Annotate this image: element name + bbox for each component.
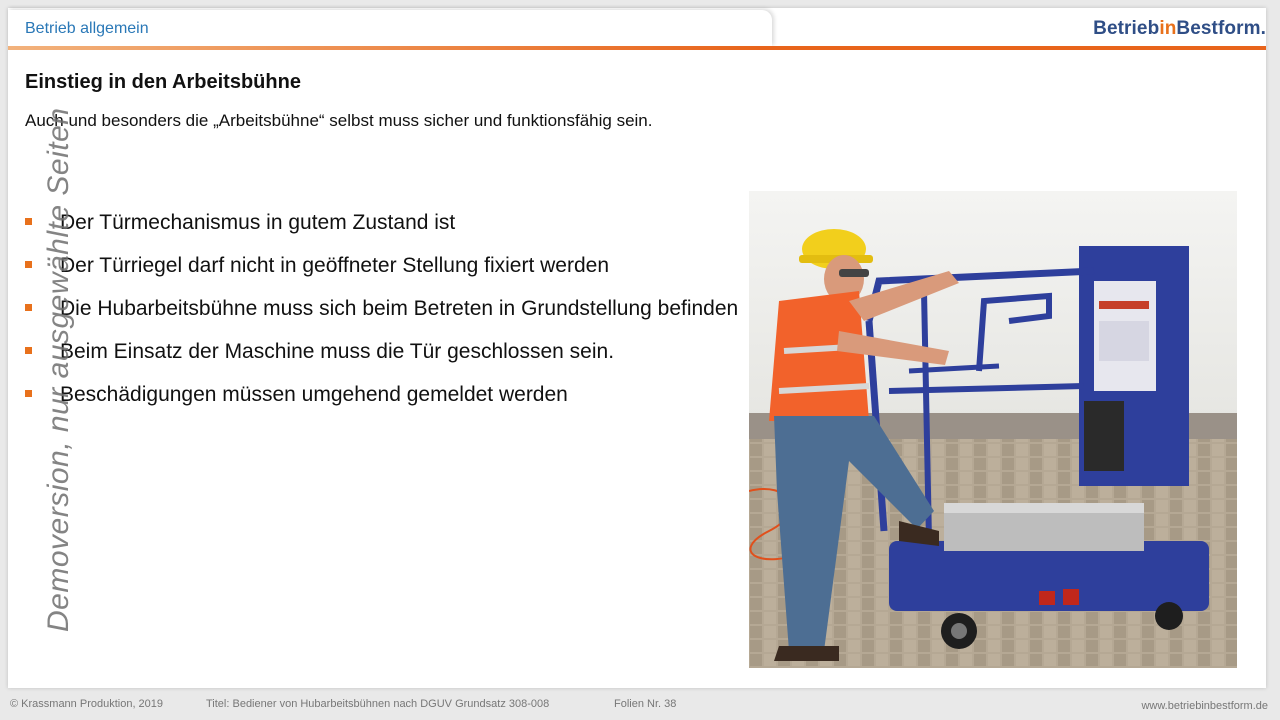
photo-worker-entering-lift (749, 191, 1237, 668)
bullet-square-icon (25, 304, 32, 311)
bullet-square-icon (25, 390, 32, 397)
slide-title: Einstieg in den Arbeitsbühne (25, 71, 301, 93)
bullet-text: Beim Einsatz der Maschine muss die Tür geschlossen sein. (60, 340, 615, 363)
footer-doc-title: Titel: Bediener von Hubarbeitsbühnen nach DGUV Grundsatz 308-008 (206, 698, 550, 710)
header-divider (8, 46, 1266, 50)
bullet-square-icon (25, 261, 32, 268)
bullet-square-icon (25, 218, 32, 225)
logo-part-in: in (1159, 18, 1177, 39)
bullet-item (25, 208, 745, 237)
bullet-item (25, 251, 745, 280)
slide-subtitle: Auch und besonders die „Arbeitsbühne“ selbst muss sicher und funktionsfähig sein. (25, 111, 653, 130)
logo-part-betrieb: Betrieb (1093, 18, 1160, 39)
brand-logo (1093, 18, 1266, 40)
bullet-square-icon (25, 347, 32, 354)
section-label: Betrieb allgemein (25, 20, 149, 37)
footer-url-link[interactable]: www.betriebinbestform.de (1141, 700, 1268, 712)
bullet-text: Beschädigungen müssen umgehend gemeldet werden (60, 383, 568, 406)
bullet-text: Der Türriegel darf nicht in geöffneter Stellung fixiert werden (60, 254, 610, 277)
footer-slide-number: Folien Nr. 38 (614, 698, 677, 710)
footer-copyright: © Krassmann Produktion, 2019 (10, 698, 164, 710)
bullet-item (25, 380, 745, 409)
bullet-text: Der Türmechanismus in gutem Zustand ist (60, 211, 456, 234)
bullet-list (25, 208, 745, 423)
demo-watermark: Demoversion, nur ausgewählte Seiten (42, 107, 75, 632)
bullet-text: Die Hubarbeitsbühne muss sich beim Betreten in Grundstellung befinden (60, 297, 739, 320)
bullet-item (25, 294, 745, 323)
bullet-item (25, 337, 745, 366)
logo-part-bestform: Bestform. (1176, 18, 1266, 39)
